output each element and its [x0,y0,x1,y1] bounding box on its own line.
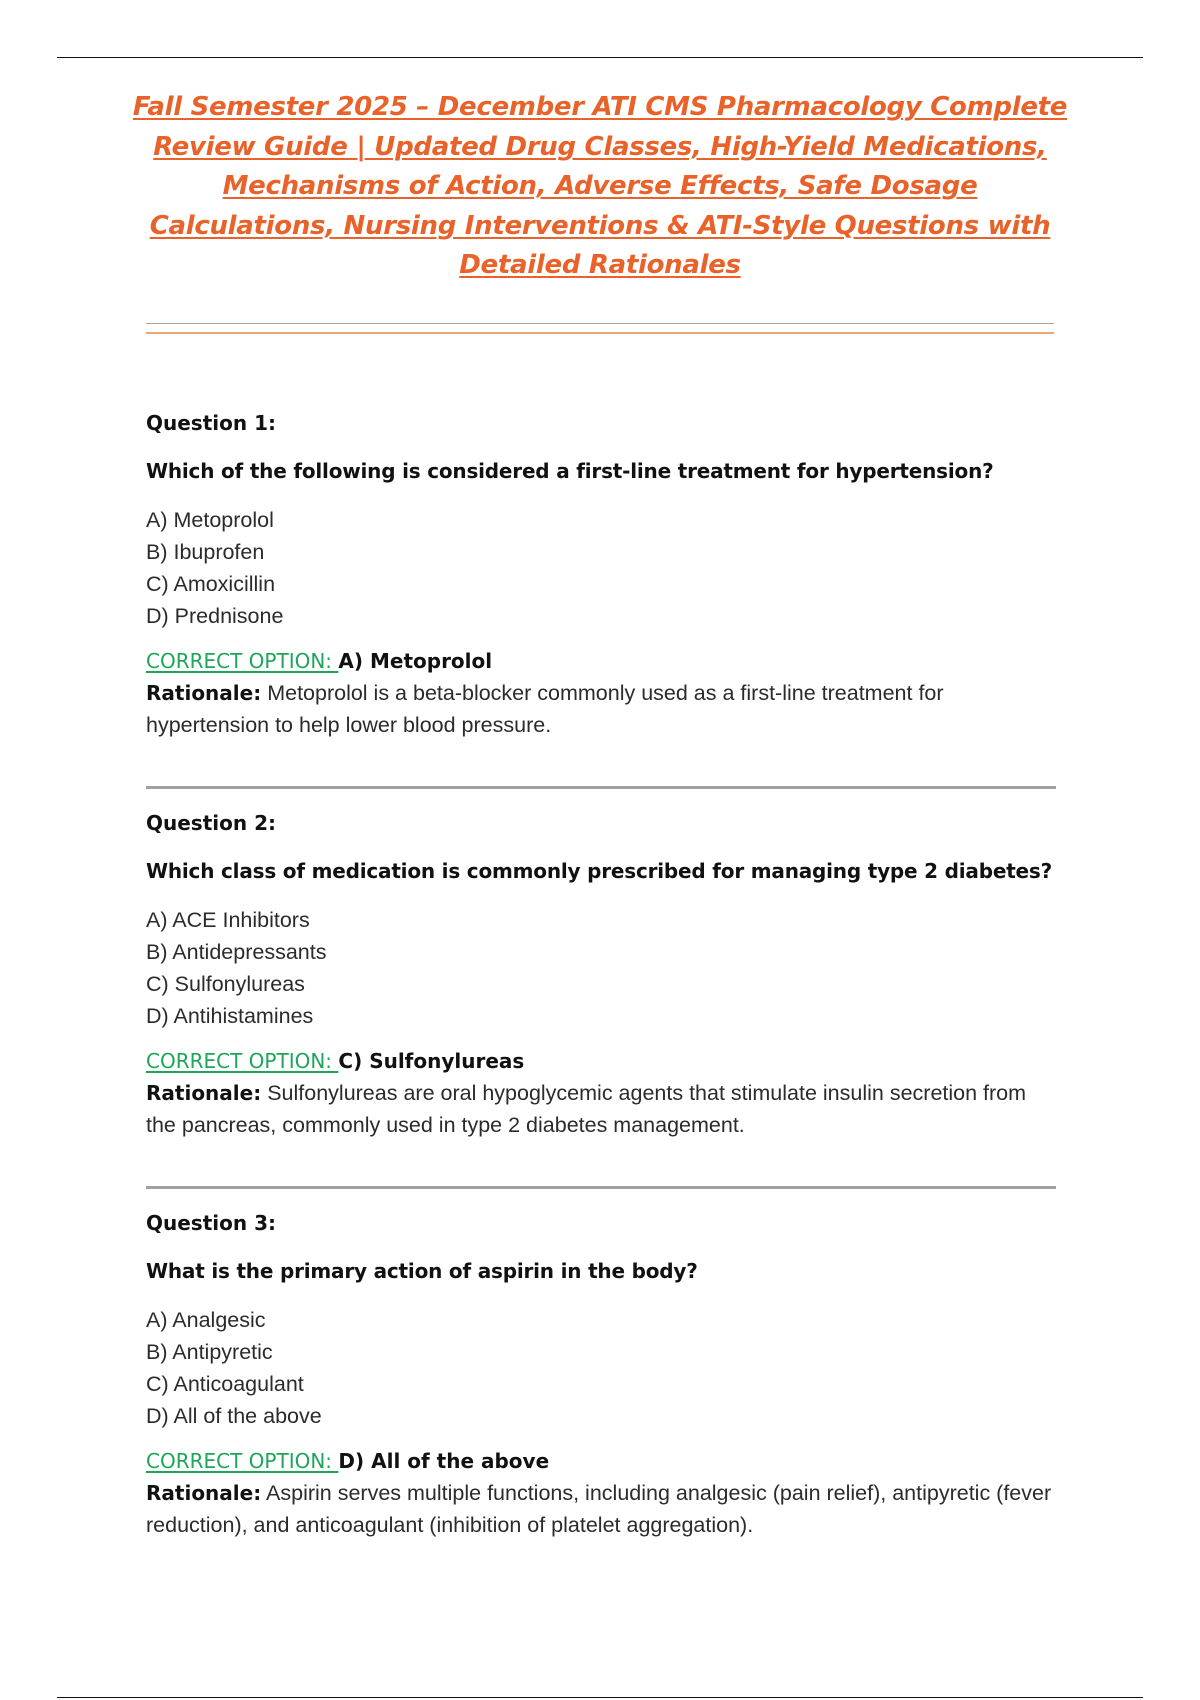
question-separator [146,1186,1056,1189]
correct-option-label: CORRECT OPTION: [146,649,339,673]
page-bottom-rule [57,1697,1143,1698]
option-c: C) Anticoagulant [146,1372,304,1396]
option-d: D) Antihistamines [146,1004,314,1028]
title-block [130,88,1070,286]
rationale-text: Metoprolol is a beta-blocker commonly used as a first-line treatment for hypertension to help lower blood pressure. [146,681,944,737]
option-a: A) ACE Inhibitors [146,908,310,932]
rationale-text: Aspirin serves multiple functions, including analgesic (pain relief), antipyretic (fever reduction), and anticoagulant (inhibition of platelet aggregation). [146,1481,1052,1537]
correct-answer: A) Metoprolol [338,649,493,673]
option-a: A) Analgesic [146,1308,266,1332]
title-divider [146,323,1054,334]
option-b: B) Antipyretic [146,1340,273,1364]
page-top-rule [57,57,1143,58]
option-c: C) Sulfonylureas [146,972,305,996]
title-divider-orange-line [146,332,1054,334]
answer-options [146,504,1056,632]
option-b: B) Antidepressants [146,940,327,964]
question-3 [146,1210,1056,1610]
rationale [146,677,1056,741]
rationale [146,1077,1056,1141]
question-number: Question 3: [146,1211,276,1235]
document-title: Fall Semester 2025 – December ATI CMS Pharmacology Complete Review Guide | Updated Drug Classes, High-Yield Medications, Mechanisms of Action, Adverse Effects, Safe Dosage Calculations, Nursing Interventions & ATI-Style Questions with Detailed Rationales [132,92,1068,280]
question-number: Question 2: [146,811,276,835]
option-a: A) Metoprolol [146,508,274,532]
option-d: D) All of the above [146,1404,322,1428]
title-divider-gray-line [146,323,1054,324]
option-b: B) Ibuprofen [146,540,265,564]
question-separator [146,786,1056,789]
question-stem: Which of the following is considered a first-line treatment for hypertension? [146,459,994,483]
correct-answer: D) All of the above [338,1449,550,1473]
correct-option-line [146,1447,1056,1475]
rationale [146,1477,1056,1541]
rationale-text: Sulfonylureas are oral hypoglycemic agents that stimulate insulin secretion from the pancreas, commonly used in type 2 diabetes management. [146,1081,1027,1137]
option-d: D) Prednisone [146,604,284,628]
question-1 [146,410,1056,810]
questions-list [146,410,1056,1610]
question-stem: What is the primary action of aspirin in the body? [146,1259,698,1283]
answer-options [146,904,1056,1032]
correct-option-label: CORRECT OPTION: [146,1049,339,1073]
question-2 [146,810,1056,1210]
rationale-label: Rationale: [146,681,262,705]
correct-option-line [146,647,1056,675]
question-stem: Which class of medication is commonly prescribed for managing type 2 diabetes? [146,859,1053,883]
answer-options [146,1304,1056,1432]
correct-answer: C) Sulfonylureas [338,1049,525,1073]
option-c: C) Amoxicillin [146,572,276,596]
correct-option-label: CORRECT OPTION: [146,1449,339,1473]
rationale-label: Rationale: [146,1081,262,1105]
rationale-label: Rationale: [146,1481,262,1505]
correct-option-line [146,1047,1056,1075]
question-number: Question 1: [146,411,276,435]
